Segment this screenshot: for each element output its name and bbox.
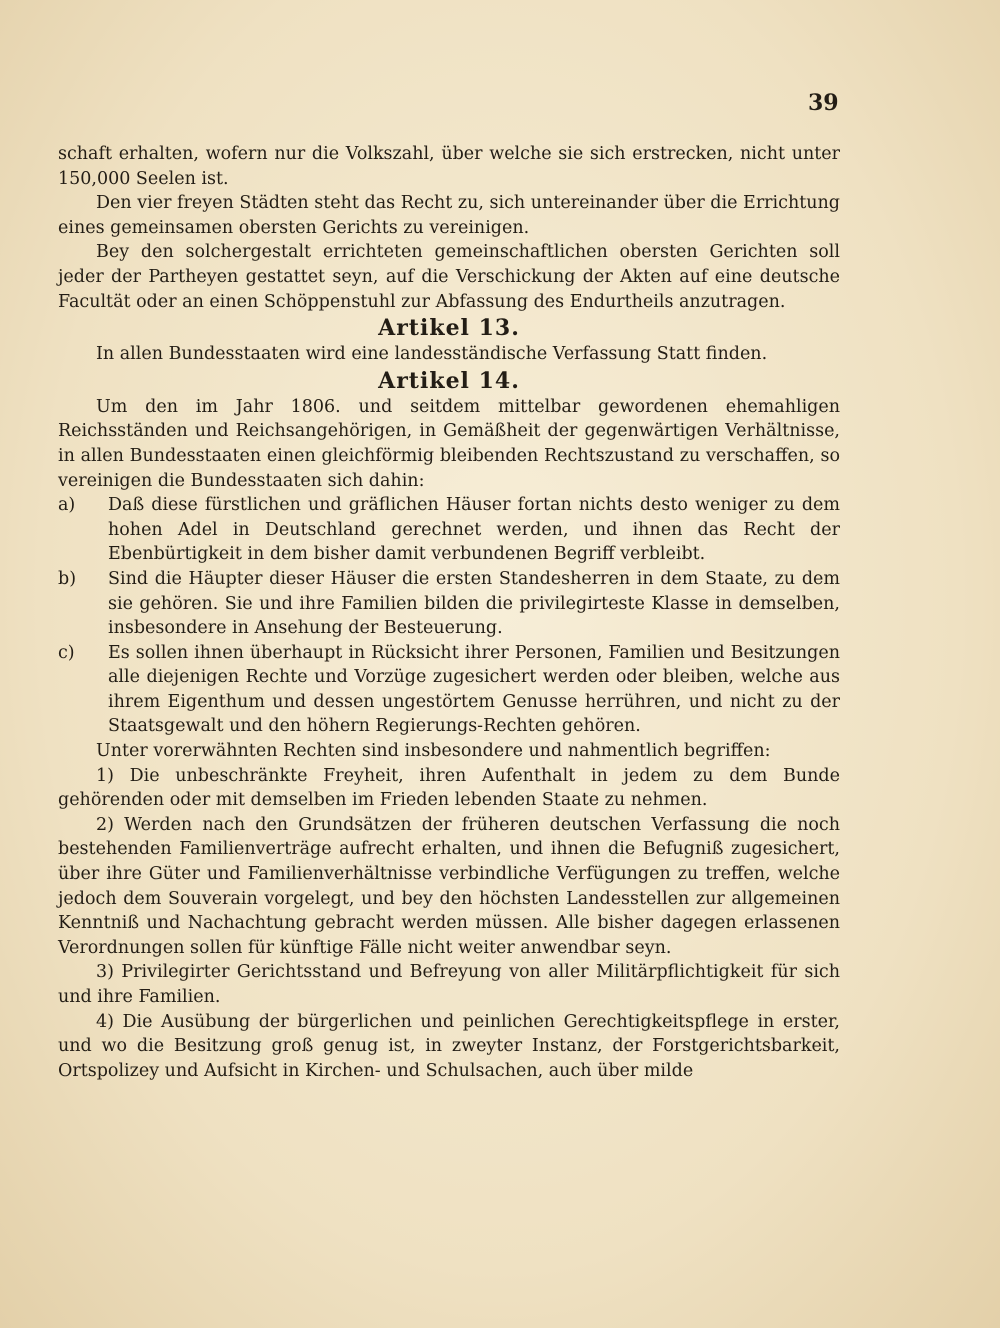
list-label-c: c) [58,642,75,663]
right-1: 1) Die unbeschränkte Freyheit, ihren Aufenthalt in jedem zu dem Bunde gehörenden oder mit demselben im Frieden lebenden Staate zu nehmen. [58,765,840,811]
list-label-a: a) [58,495,76,516]
article-13-text: In allen Bundesstaaten wird eine landesständische Verfassung Statt finden. [96,344,768,365]
list-text-a: Daß diese fürstlichen und gräflichen Häuser fortan nichts desto weniger zu dem hohen Adel in Deutschland gerechnet werden, und ihnen das Recht der Ebenbürtigkeit in dem bisher damit verbundenen Begriff verbleibt. [108,495,840,565]
right-4: 4) Die Ausübung der bürgerlichen und peinlichen Gerechtigkeitspflege in erster, und wo die Besitzung groß genug ist, in zweyter Instanz, der Forstgerichtsbarkeit, Ortspolizey und Aufsicht in Kirchen- und Schulsachen, auch über milde [58,1011,840,1081]
paragraph-continuation: schaft erhalten, wofern nur die Volkszahl, über welche sie sich erstrecken, nicht unter 150,000 Seelen ist. [58,144,840,189]
list-label-b: b) [58,568,77,589]
paragraph-common-courts: Bey den solchergestalt errichteten gemeinschaftlichen obersten Gerichten soll jeder der Partheyen gestattet seyn, auf die Verschickung der Akten auf eine deutsche Facultät oder an einen Schöppenstuhl zur Abfassung des Endurtheils anzutragen. [58,242,840,312]
body-text [58,142,840,1083]
right-2: 2) Werden nach den Grundsätzen der früheren deutschen Verfassung die noch bestehenden Familienverträge aufrecht erhalten, und ihnen die Befugniß zugesichert, über ihre Güter und Familienverhältnisse verbindliche Verfügungen zu treffen, welche jedoch dem Souverain vorgelegt, und bey den höchsten Landesstellen zur allgemeinen Kenntniß und Nachachtung gebracht werden müssen. Alle bisher dagegen erlassenen Verordnungen sollen für künftige Fälle nicht weiter anwendbar seyn. [58,814,840,958]
list-text-c: Es sollen ihnen überhaupt in Rücksicht ihrer Personen, Familien und Besitzungen alle diejenigen Rechte und Vorzüge zugesichert werden oder bleiben, welche aus ihrem Eigenthum und dessen ungestörtem Genusse herrühren, und nicht zu der Staatsgewalt und den höhern Regierungs-Rechten gehören. [108,642,840,737]
article-14-intro: Um den im Jahr 1806. und seitdem mittelbar gewordenen ehemahligen Reichsständen und Reichsangehörigen, in Gemäßheit der gegenwärtigen Verhältnisse, in allen Bundesstaaten einen gleichförmig bleibenden Rechtszustand zu verschaffen, so vereinigen die Bundesstaaten sich dahin: [58,396,840,491]
page-number: 39 [808,90,839,116]
rights-intro: Unter vorerwähnten Rechten sind insbesondere und nahmentlich begriffen: [96,741,771,762]
paragraph-free-cities: Den vier freyen Städten steht das Recht zu, sich untereinander über die Errichtung eines gemeinsamen obersten Gerichts zu vereinigen. [58,193,840,238]
list-item-b [58,567,840,641]
article-14-heading: Artikel 14. [378,367,520,394]
list-item-a [58,493,840,567]
right-3: 3) Privilegirter Gerichtsstand und Befreyung von aller Militärpflichtigkeit für sich und ihre Familien. [58,962,840,1007]
list-item-c [58,641,840,739]
article-13-heading: Artikel 13. [378,315,520,342]
list-text-b: Sind die Häupter dieser Häuser die ersten Standesherren in dem Staate, zu dem sie gehören. Sie und ihre Familien bilden die privilegirteste Klasse in demselben, insbesondere in Ansehung der Besteuerung. [108,568,840,639]
